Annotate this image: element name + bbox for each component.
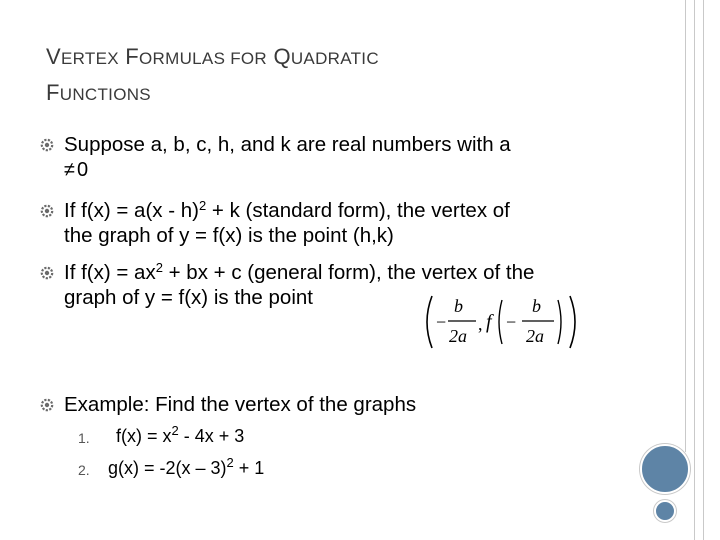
list-number: 1. — [78, 430, 90, 446]
exponent: 2 — [155, 260, 163, 275]
gear-bullet-icon — [40, 138, 54, 152]
gear-bullet-icon — [40, 398, 54, 412]
title-word: ERTEX — [60, 49, 119, 68]
exponent: 2 — [171, 423, 179, 438]
bullet-text-part: + bx + c (general form), the vertex of the — [162, 261, 535, 284]
formula-comma: , — [478, 314, 483, 334]
bullet-line — [64, 199, 624, 224]
decorative-rule — [685, 0, 686, 452]
gear-bullet-icon — [40, 266, 54, 280]
example-text-part: - 4x + 3 — [178, 426, 245, 446]
example-text-part: g(x) = -2(x – 3) — [108, 458, 227, 478]
bullet-text-part: + k (standard form), the vertex of — [206, 199, 510, 222]
title-initial: F — [46, 80, 60, 105]
formula-f: f — [486, 311, 492, 333]
title-word: UADRATIC — [290, 49, 379, 68]
formula-numerator: b — [532, 296, 541, 316]
example-text-part: f(x) = x — [116, 426, 172, 446]
title-initial: V — [46, 44, 61, 69]
title-initial: F — [125, 44, 140, 69]
formula-denominator: 2a — [449, 326, 467, 346]
bullet-text-part: If f(x) = a(x - h) — [64, 199, 199, 222]
formula-minus: − — [506, 312, 517, 332]
example-item — [108, 455, 265, 479]
bullet-item — [64, 133, 624, 182]
list-number: 2. — [78, 462, 90, 478]
bullet-line: the graph of y = f(x) is the point (h,k) — [64, 223, 394, 247]
vertex-formula — [420, 290, 590, 354]
example-text-part: + 1 — [233, 458, 265, 478]
bullet-text-part: If f(x) = ax — [64, 261, 156, 284]
title-line-1 — [46, 40, 606, 76]
decorative-rule — [694, 0, 695, 540]
gear-bullet-icon — [40, 204, 54, 218]
exponent: 2 — [226, 455, 234, 470]
formula-denominator: 2a — [526, 326, 544, 346]
bullet-item — [64, 393, 624, 418]
title-line-2 — [46, 76, 606, 112]
title-word: UNCTIONS — [59, 85, 151, 104]
decorative-rule — [703, 0, 704, 540]
title-initial: Q — [273, 44, 291, 69]
example-item — [116, 423, 245, 447]
bullet-item — [64, 199, 624, 248]
decorative-circle-large — [640, 444, 690, 494]
formula-minus: − — [436, 312, 447, 332]
bullet-line: Example: Find the vertex of the graphs — [64, 393, 417, 416]
bullet-line: Suppose a, b, c, h, and k are real numbers with a — [64, 133, 511, 156]
bullet-line: ≠0 — [64, 158, 91, 181]
title-word: ORMULAS FOR — [139, 49, 268, 68]
bullet-line — [64, 261, 624, 286]
decorative-circle-small — [654, 500, 676, 522]
slide-title — [46, 40, 606, 112]
bullet-line: graph of y = f(x) is the point — [64, 285, 313, 309]
formula-numerator: b — [454, 296, 463, 316]
exponent: 2 — [198, 198, 207, 213]
